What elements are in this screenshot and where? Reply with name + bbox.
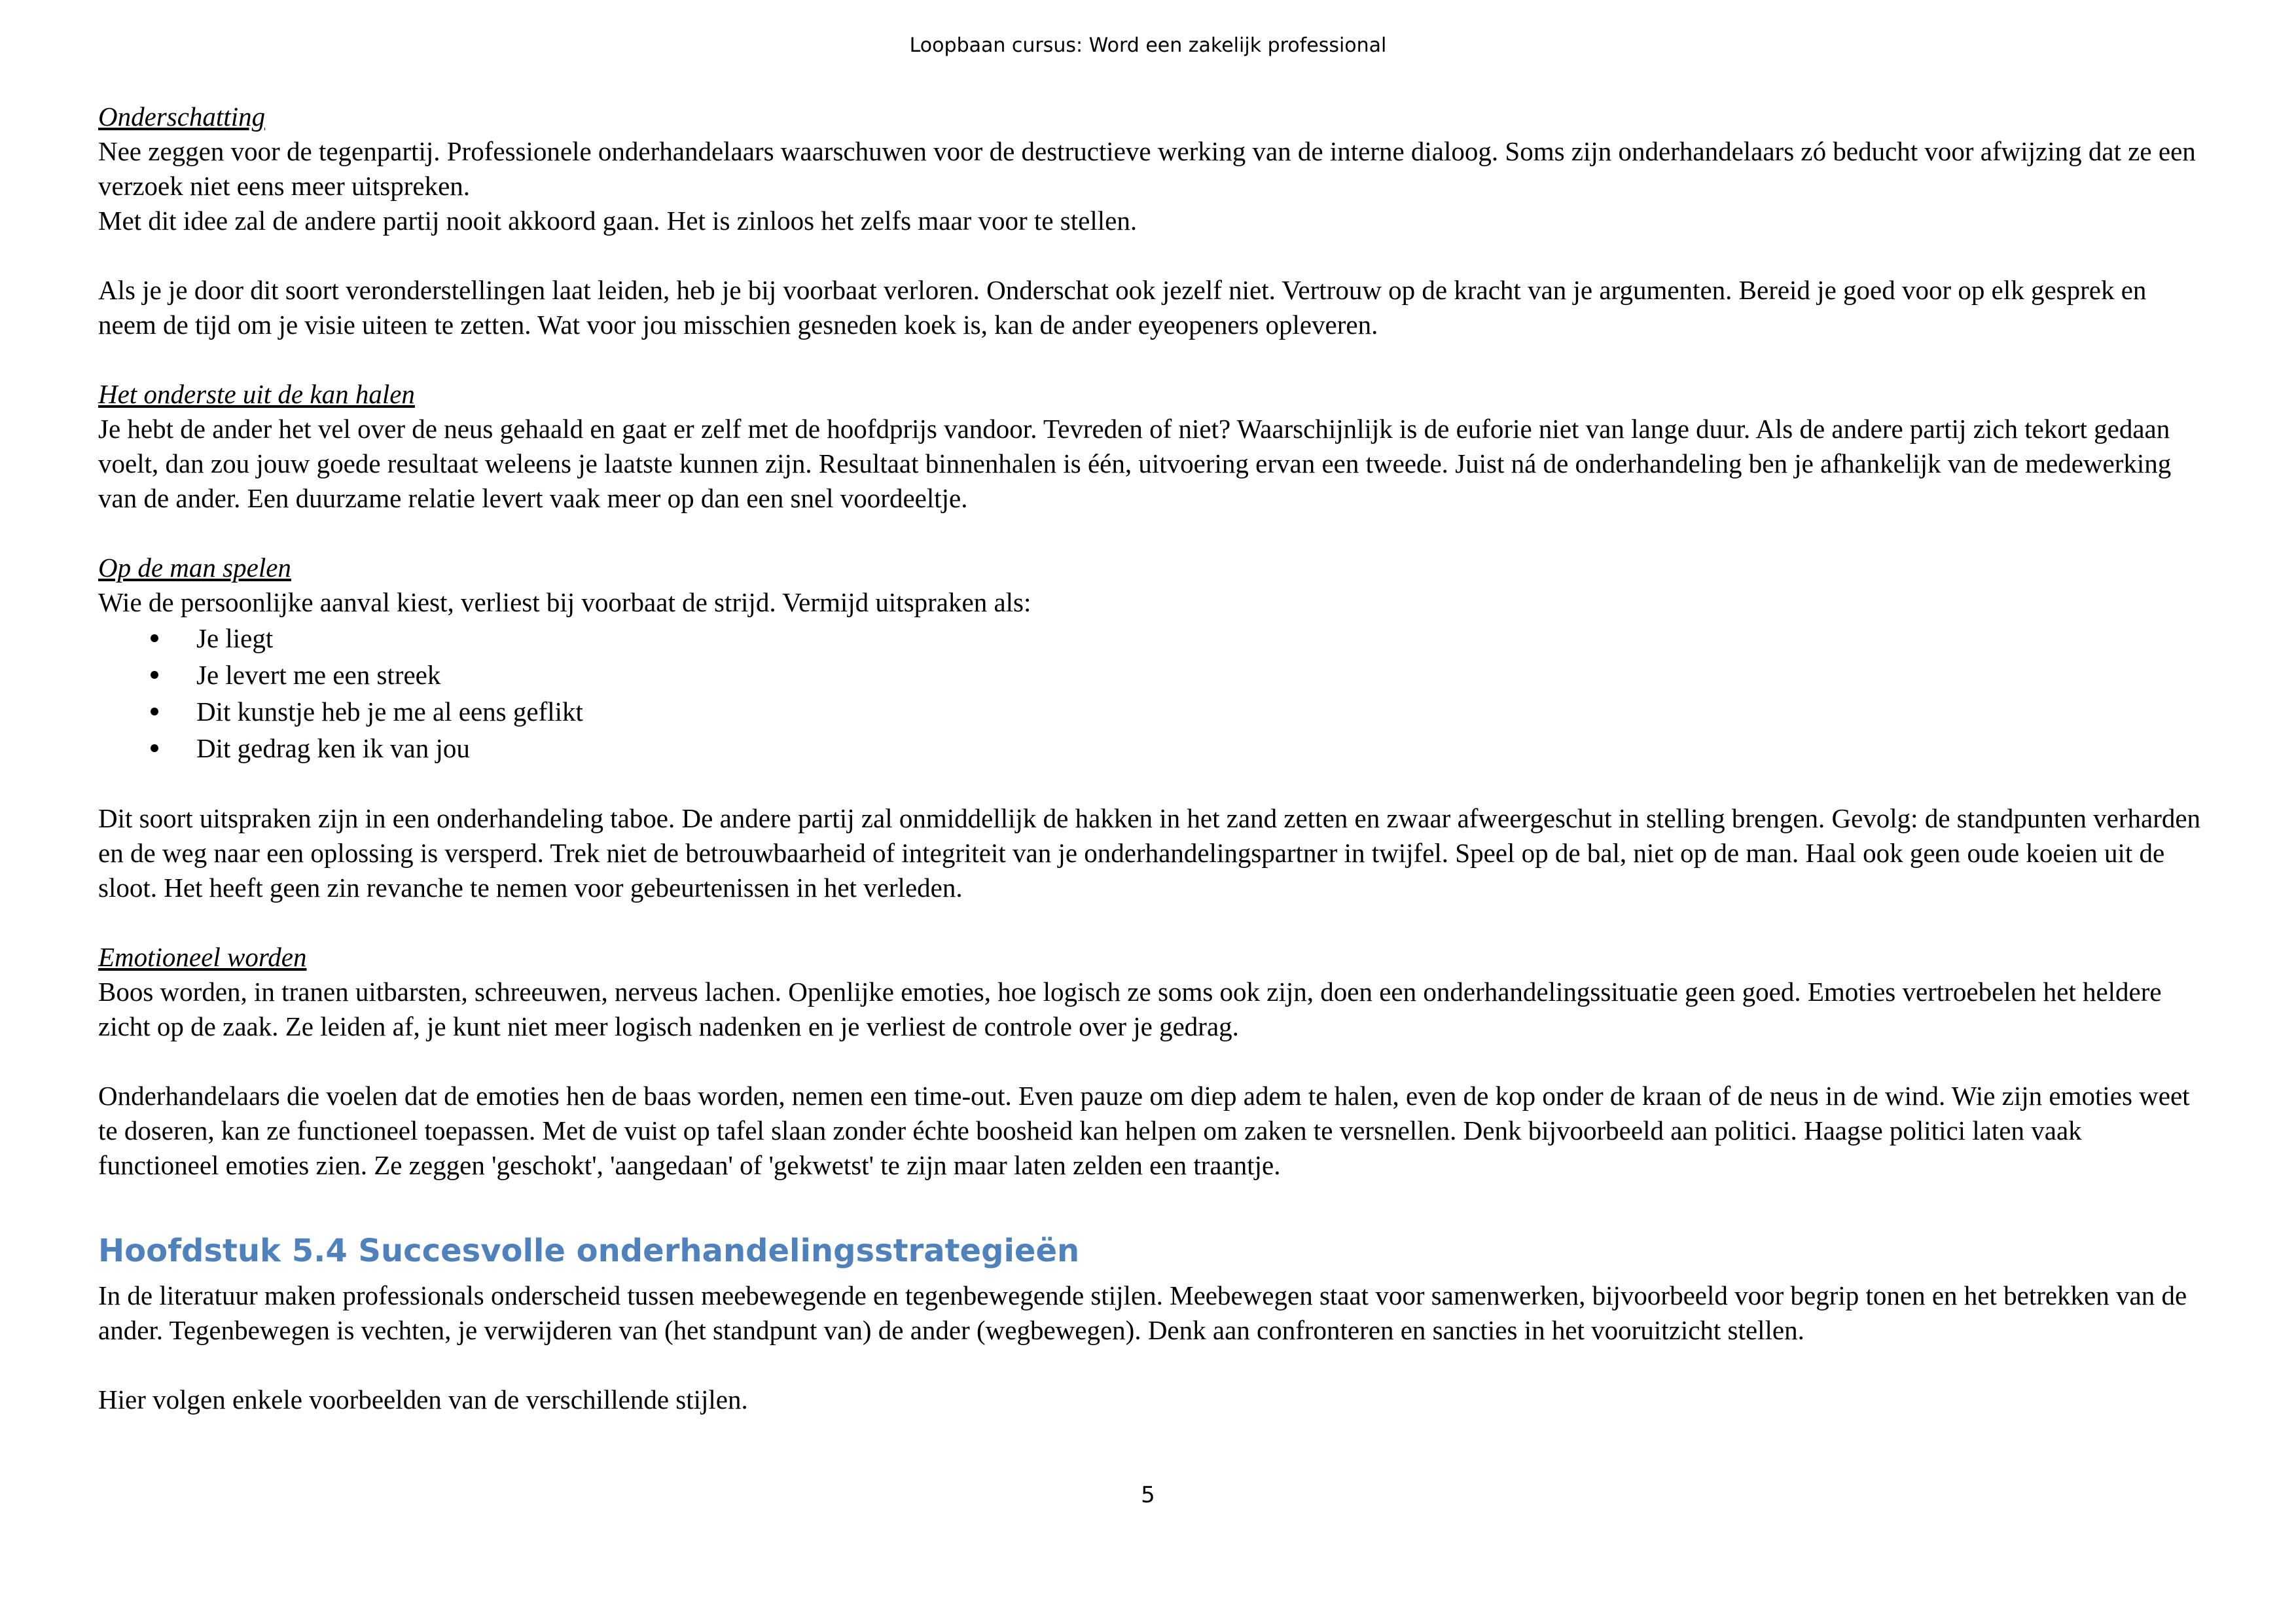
spacer <box>98 238 2209 273</box>
page-number: 5 <box>1141 1482 1155 1508</box>
paragraph: Je hebt de ander het vel over de neus gehaald en gaat er zelf met de hoofdprijs vandoor. Tevreden of niet? Waarschijnlijk is de euforie niet van lange duur. Als de andere partij zich tekort gedaan voelt, dan zou jouw goede resultaat weleens je laatste kunnen zijn. Resultaat binnenhalen is één, uitvoering ervan een tweede. Juist ná de onderhandeling ben je afhankelijk van de medewerking van de ander. Een duurzame relatie levert vaak meer op dan een snel voordeeltje. <box>98 414 2172 513</box>
section-heading-op-de-man-spelen: Op de man spelen <box>98 552 291 583</box>
bullet-icon <box>151 634 158 642</box>
paragraph: Hier volgen enkele voorbeelden van de verschillende stijlen. <box>98 1384 748 1415</box>
paragraph: Wie de persoonlijke aanval kiest, verliest bij voorbaat de strijd. Vermijd uitspraken als: <box>98 587 1031 617</box>
spacer <box>98 767 2209 801</box>
chapter-heading: Hoofdstuk 5.4 Succesvolle onderhandelingsstrategieën <box>98 1233 1080 1269</box>
list-item <box>98 693 2209 730</box>
spacer <box>98 1348 2209 1382</box>
spacer <box>98 342 2209 377</box>
list-item <box>98 657 2209 693</box>
running-header: Loopbaan cursus: Word een zakelijk professional <box>909 34 1387 57</box>
page-content <box>98 99 2209 1417</box>
bullet-icon <box>151 744 158 752</box>
list-item-text: Je levert me een streek <box>196 660 441 690</box>
paragraph: Onderhandelaars die voelen dat de emoties hen de baas worden, nemen een time-out. Even pauze om diep adem te halen, even de kop onder de kraan of de neus in de wind. Wie zijn emoties weet te doseren, kan ze functioneel toepassen. Met de vuist op tafel slaan zonder échte boosheid kan helpen om zaken te versnellen. Denk bijvoorbeeld aan politici. Haagse politici laten vaak functioneel emoties zien. Ze zeggen 'geschokt', 'aangedaan' of 'gekwetst' te zijn maar laten zelden een traantje. <box>98 1081 2190 1180</box>
paragraph: In de literatuur maken professionals onderscheid tussen meebewegende en tegenbewegende stijlen. Meebewegen staat voor samenwerken, bijvoorbeeld voor begrip tonen en het betrekken van de ander. Tegenbewegen is vechten, je verwijderen van (het standpunt van) de ander (wegbewegen). Denk aan confronteren en sancties in het vooruitzicht stellen. <box>98 1280 2187 1345</box>
list-item <box>98 620 2209 657</box>
paragraph: Met dit idee zal de andere partij nooit akkoord gaan. Het is zinloos het zelfs maar voor te stellen. <box>98 206 1138 236</box>
spacer <box>98 1044 2209 1079</box>
section-heading-emotioneel-worden: Emotioneel worden <box>98 942 307 972</box>
list-item-text: Dit gedrag ken ik van jou <box>196 733 470 763</box>
section-heading-onderste-uit-de-kan: Het onderste uit de kan halen <box>98 379 415 409</box>
bullet-icon <box>151 708 158 715</box>
paragraph: Als je je door dit soort veronderstellingen laat leiden, heb je bij voorbaat verloren. Onderschat ook jezelf niet. Vertrouw op de kracht van je argumenten. Bereid je goed voor op elk gesprek en neem de tijd om je visie uiteen te zetten. Wat voor jou misschien gesneden koek is, kan de ander eyeopeners opleveren. <box>98 275 2147 340</box>
paragraph: Nee zeggen voor de tegenpartij. Professionele onderhandelaars waarschuwen voor de destructieve werking van de interne dialoog. Soms zijn onderhandelaars zó beducht voor afwijzing dat ze een verzoek niet eens meer uitspreken. <box>98 136 2196 201</box>
list-item <box>98 730 2209 767</box>
spacer <box>98 516 2209 550</box>
bullet-list <box>98 620 2209 767</box>
section-heading-onderschatting: Onderschatting <box>98 101 266 132</box>
bullet-icon <box>151 671 158 679</box>
paragraph: Dit soort uitspraken zijn in een onderhandeling taboe. De andere partij zal onmiddellijk de hakken in het zand zetten en zwaar afweergeschut in stelling brengen. Gevolg: de standpunten verharden en de weg naar een oplossing is versperd. Trek niet de betrouwbaarheid of integriteit van je onderhandelingspartner in twijfel. Speel op de bal, niet op de man. Haal ook geen oude koeien uit de sloot. Het heeft geen zin revanche te nemen voor gebeurtenissen in het verleden. <box>98 803 2201 903</box>
list-item-text: Dit kunstje heb je me al eens geflikt <box>196 696 583 727</box>
paragraph: Boos worden, in tranen uitbarsten, schreeuwen, nerveus lachen. Openlijke emoties, hoe logisch ze soms ook zijn, doen een onderhandelingssituatie geen goed. Emoties vertroebelen het heldere zicht op de zaak. Ze leiden af, je kunt niet meer logisch nadenken en je verliest de controle over je gedrag. <box>98 977 2162 1041</box>
spacer <box>98 905 2209 940</box>
list-item-text: Je liegt <box>196 623 274 653</box>
